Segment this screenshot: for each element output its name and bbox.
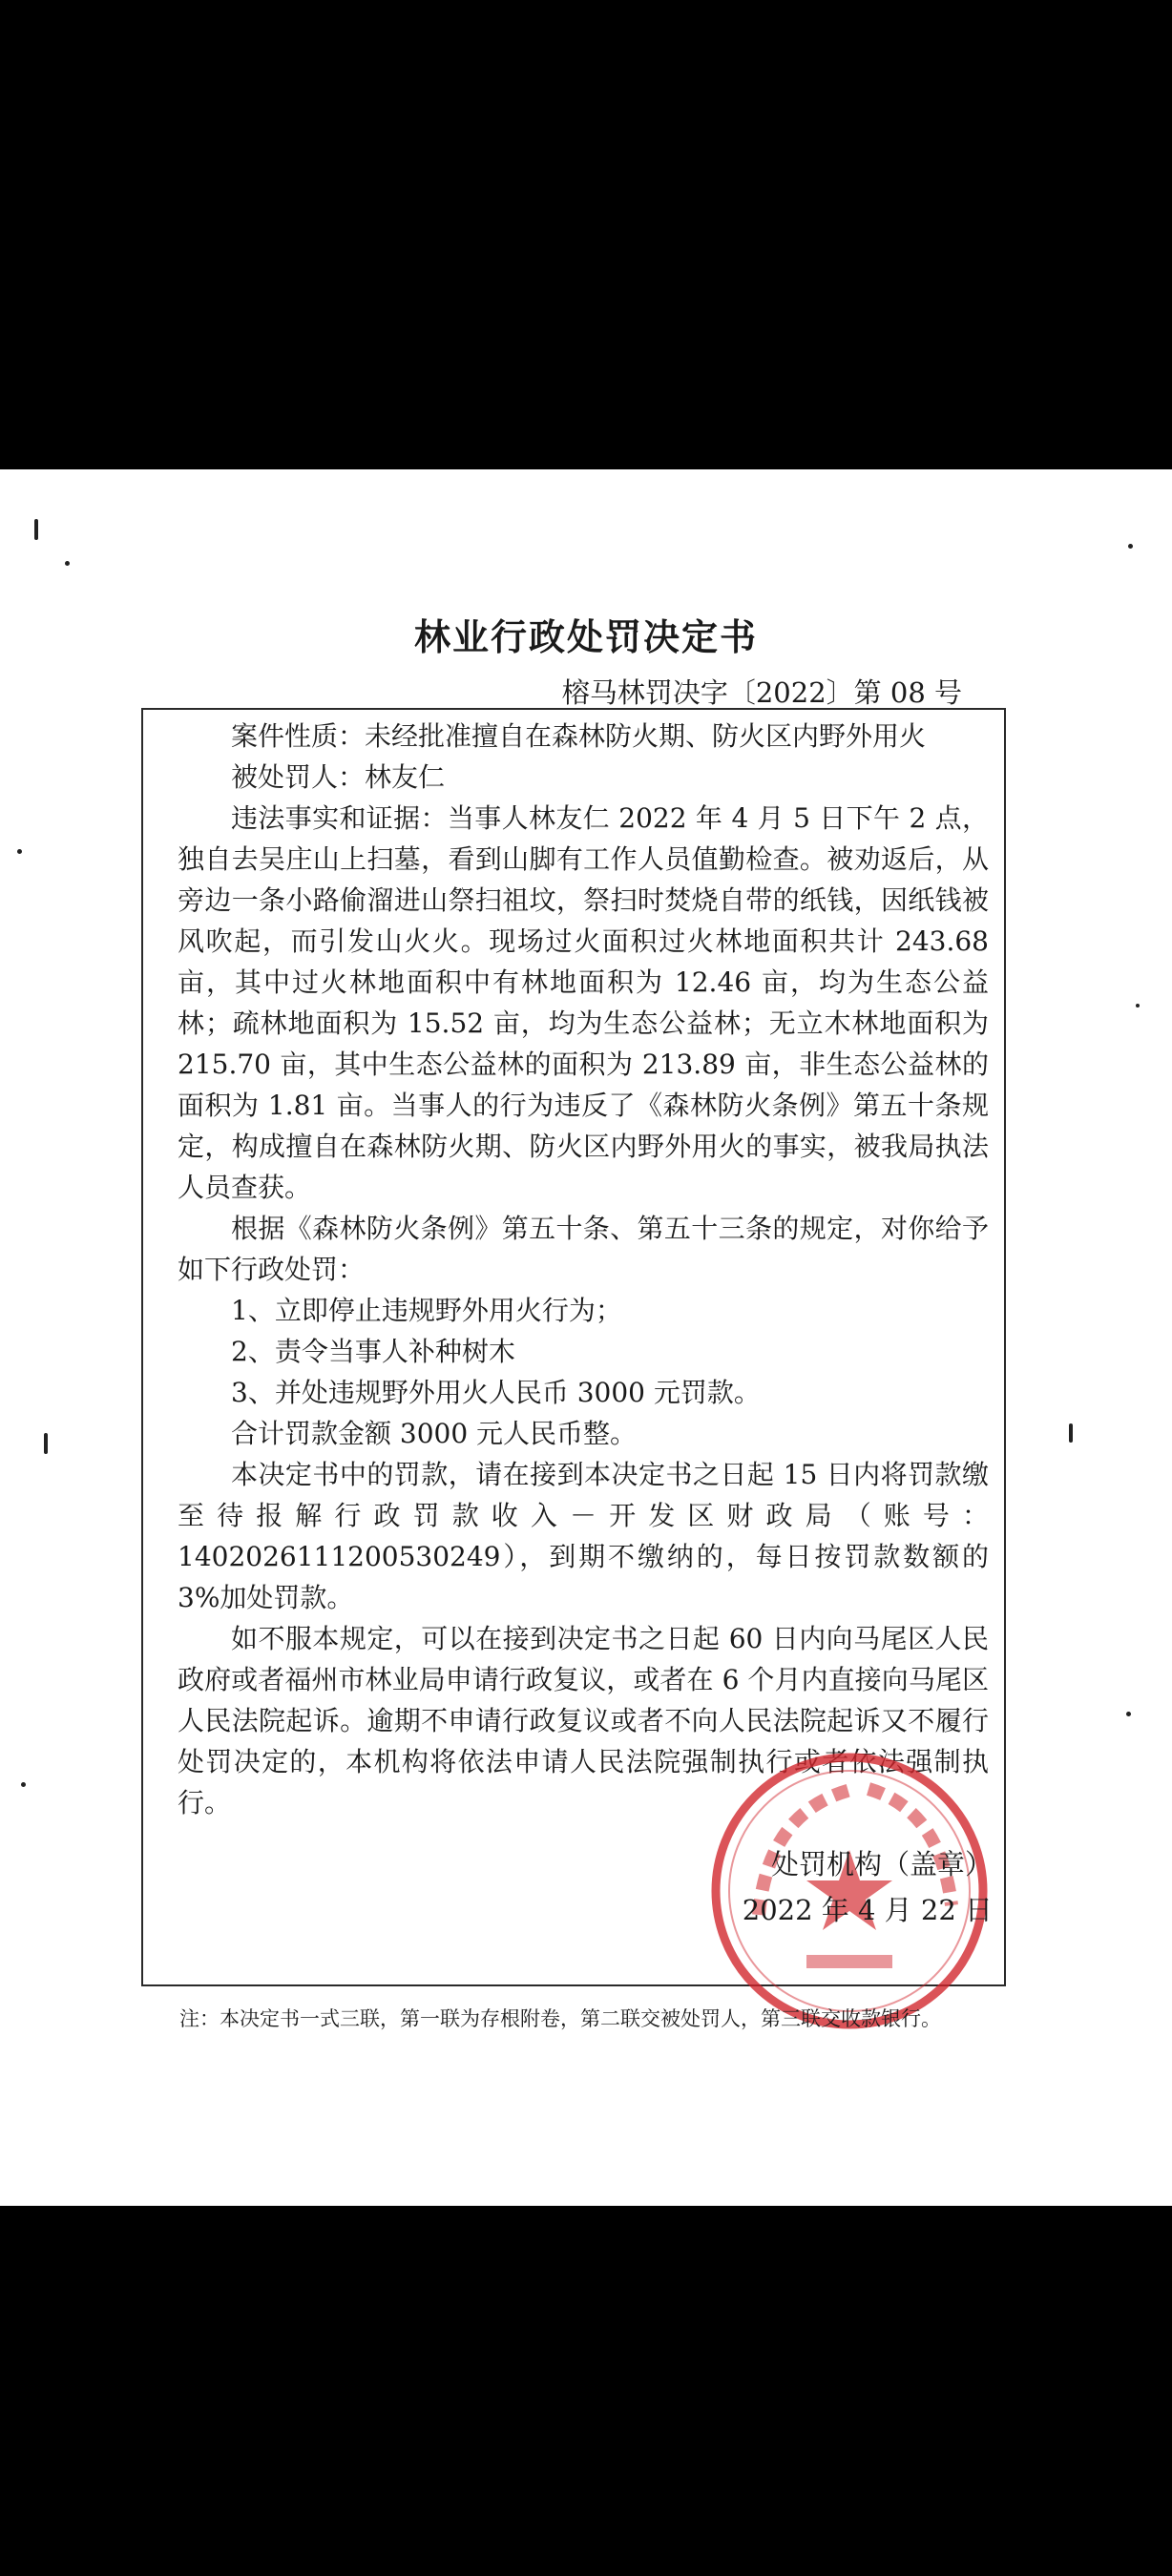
footnote: 注：本决定书一式三联，第一联为存根附卷，第二联交被处罚人，第三联交收款银行。: [179, 2007, 941, 2030]
issuing-authority: 处罚机构（盖章）: [770, 1848, 993, 1880]
scan-speck: [34, 519, 38, 540]
scan-speck: [65, 561, 70, 566]
scan-speck: [17, 849, 22, 854]
scan-speck: [44, 1433, 48, 1454]
document-title: 林业行政处罚决定书: [413, 616, 758, 658]
scan-speck: [21, 1782, 26, 1787]
document-body: [178, 716, 989, 1823]
scan-speck: [1069, 1423, 1073, 1443]
scan-speck: [1136, 1004, 1140, 1008]
signature-block: [668, 1841, 993, 1933]
document-page: [0, 469, 1172, 2206]
penalty-item: 1、立即停止违规野外用火行为；: [231, 1295, 622, 1326]
penalty-item: 3、并处违规野外用火人民币 3000 元罚款。: [231, 1377, 761, 1408]
document-number: 榕马林罚决字〔2022〕第 08 号: [561, 676, 962, 709]
appeal-paragraph: 如不服本规定，可以在接到决定书之日起 60 日内向马尾区人民政府或者福州市林业局申请行政复议，或者在 6 个月内直接向马尾区人民法院起诉。逾期不申请行政复议或者不向人民法院起诉又不履行处罚决定的，本机构将依法申请人民法院强制执行或者依法强制执行。: [178, 1623, 989, 1818]
scan-speck: [1128, 544, 1133, 549]
payment-paragraph: 本决定书中的罚款，请在接到本决定书之日起 15 日内将罚款缴至待报解行政罚款收入－开发区财政局（账号：1402026111200530249），到期不缴纳的，每日按罚款数额的 3%加处罚款。: [178, 1459, 989, 1613]
penalty-item: 2、责令当事人补种树木: [231, 1336, 515, 1367]
issue-date: 2022 年 4 月 22 日: [742, 1894, 993, 1926]
punished-person: 被处罚人：林友仁: [231, 761, 446, 793]
legal-basis-paragraph: 根据《森林防火条例》第五十条、第五十三条的规定，对你给予如下行政处罚：: [178, 1213, 989, 1285]
facts-paragraph: 违法事实和证据：当事人林友仁 2022 年 4 月 5 日下午 2 点，独自去吴庄山上扫墓，看到山脚有工作人员值勤检查。被劝返后，从旁边一条小路偷溜进山祭扫祖坟，祭扫时焚烧自带的纸钱，因纸钱被风吹起，而引发山火火。现场过火面积过火林地面积共计 243.68 亩，其中过火林地面积中有林地面积为 12.46 亩，均为生态公益林；疏林地面积为 15.52 亩，均为生态公益林；无立木林地面积为 215.70 亩，其中生态公益林的面积为 213.89 亩，非生态公益林的面积为 1.81 亩。当事人的行为违反了《森林防火条例》第五十条规定，构成擅自在森林防火期、防火区内野外用火的事实，被我局执法人员查获。: [178, 802, 989, 1203]
scan-speck: [1126, 1712, 1131, 1716]
case-nature: 案件性质：未经批准擅自在森林防火期、防火区内野外用火: [231, 720, 927, 752]
total-fine: 合计罚款金额 3000 元人民币整。: [231, 1418, 638, 1449]
